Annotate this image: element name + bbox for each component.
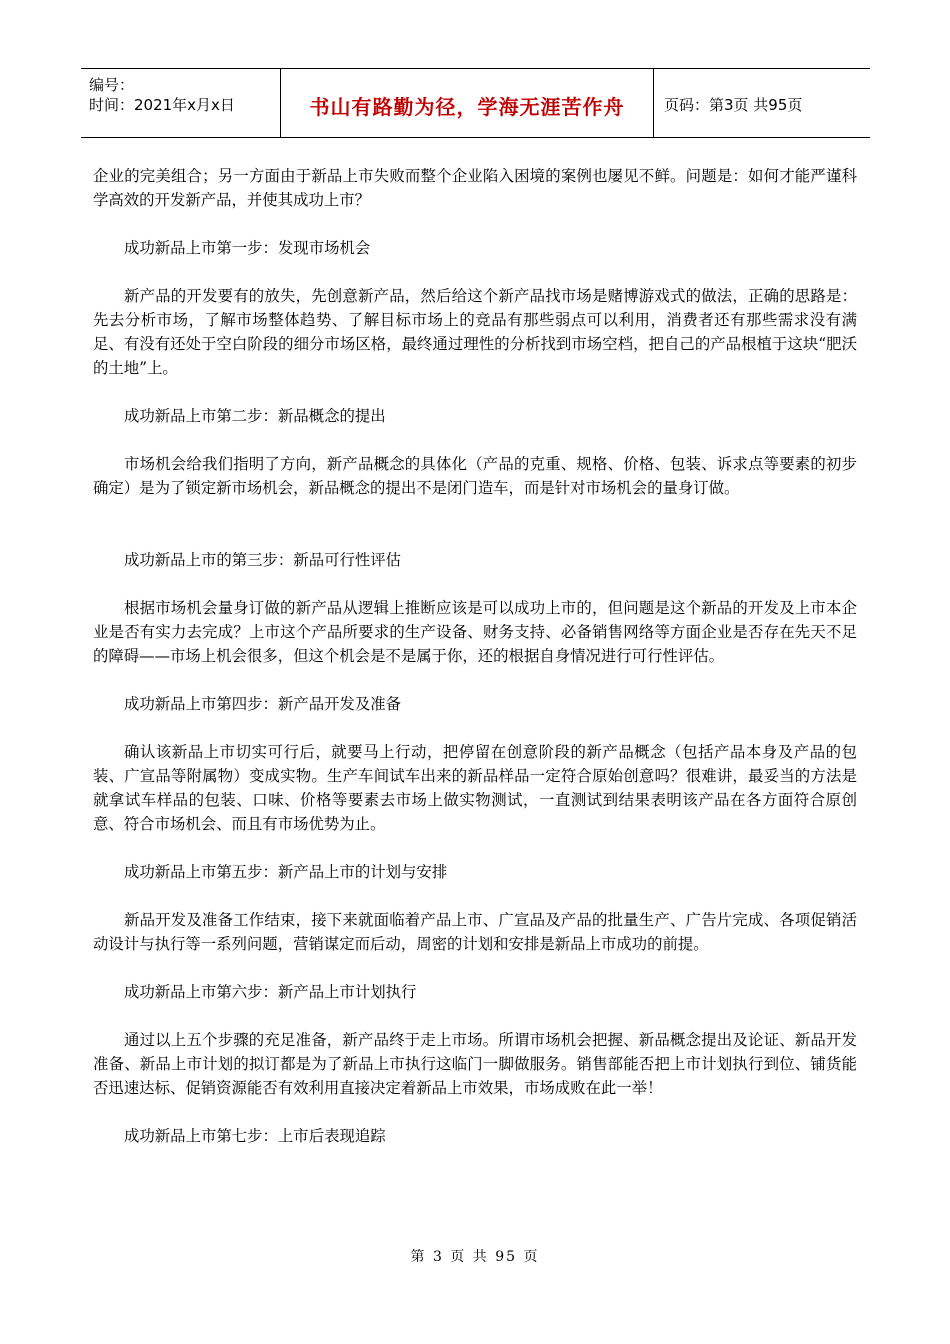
- body-paragraph: 市场机会给我们指明了方向，新产品概念的具体化（产品的克重、规格、价格、包装、诉求点等要素的初步确定）是为了锁定新市场机会，新品概念的提出不是闭门造车，而是针对市场机会的量身订做。: [93, 455, 857, 497]
- section-heading: 成功新品上市第七步：上市后表现追踪: [124, 1127, 386, 1145]
- body-paragraph: 企业的完美组合；另一方面由于新品上市失败而整个企业陷入困境的案例也屡见不鲜。问题是：如何才能严谨科学高效的开发新产品，并使其成功上市？: [93, 167, 857, 209]
- body-paragraph: 新产品的开发要有的放失，先创意新产品，然后给这个新产品找市场是赌博游戏式的做法，正确的思路是：先去分析市场，了解市场整体趋势、了解目标市场上的竞品有那些弱点可以利用，消费者还有那些需求没有满足、有没有还处于空白阶段的细分市场区格，最终通过理性的分析找到市场空档，把自己的产品根植于这块“肥沃的土地”上。: [93, 287, 857, 377]
- section-heading: 成功新品上市的第三步：新品可行性评估: [124, 551, 402, 569]
- document-number-label: 编号：: [89, 76, 135, 94]
- page-header: [81, 68, 870, 138]
- page-footer: 第 3 页 共 95 页: [410, 1249, 540, 1265]
- section-heading: 成功新品上市第一步：发现市场机会: [124, 239, 371, 257]
- header-page-info: 页码：第3页 共95页: [664, 95, 803, 114]
- section-heading: 成功新品上市第五步：新产品上市的计划与安排: [124, 863, 448, 881]
- header-motto: 书山有路勤为径，学海无涯苦作舟: [281, 69, 654, 137]
- document-date: 时间：2021年x月x日: [89, 96, 235, 114]
- document-body: [93, 164, 857, 1148]
- header-meta: [81, 69, 281, 137]
- body-paragraph: 新品开发及准备工作结束，接下来就面临着产品上市、广宣品及产品的批量生产、广告片完成、各项促销活动设计与执行等一系列问题，营销谋定而后动，周密的计划和安排是新品上市成功的前提。: [93, 911, 857, 953]
- section-heading: 成功新品上市第六步：新产品上市计划执行: [124, 983, 417, 1001]
- body-paragraph: 确认该新品上市切实可行后，就要马上行动，把停留在创意阶段的新产品概念（包括产品本身及产品的包装、广宣品等附属物）变成实物。生产车间试车出来的新品样品一定符合原始创意吗？很难讲，最妥当的方法是就拿试车样品的包装、口味、价格等要素去市场上做实物测试，一直测试到结果表明该产品在各方面符合原创意、符合市场机会、而且有市场优势为止。: [93, 743, 857, 833]
- body-paragraph: 通过以上五个步骤的充足准备，新产品终于走上市场。所谓市场机会把握、新品概念提出及论证、新品开发准备、新品上市计划的拟订都是为了新品上市执行这临门一脚做服务。销售部能否把上市计划执行到位、铺货能否迅速达标、促销资源能否有效利用直接决定着新品上市效果，市场成败在此一举！: [93, 1031, 857, 1097]
- section-heading: 成功新品上市第二步：新品概念的提出: [124, 407, 386, 425]
- body-paragraph: 根据市场机会量身订做的新产品从逻辑上推断应该是可以成功上市的，但问题是这个新品的开发及上市本企业是否有实力去完成？上市这个产品所要求的生产设备、财务支持、必备销售网络等方面企业是否存在先天不足的障碍——市场上机会很多，但这个机会是不是属于你，还的根据自身情况进行可行性评估。: [93, 599, 857, 665]
- section-heading: 成功新品上市第四步：新产品开发及准备: [124, 695, 402, 713]
